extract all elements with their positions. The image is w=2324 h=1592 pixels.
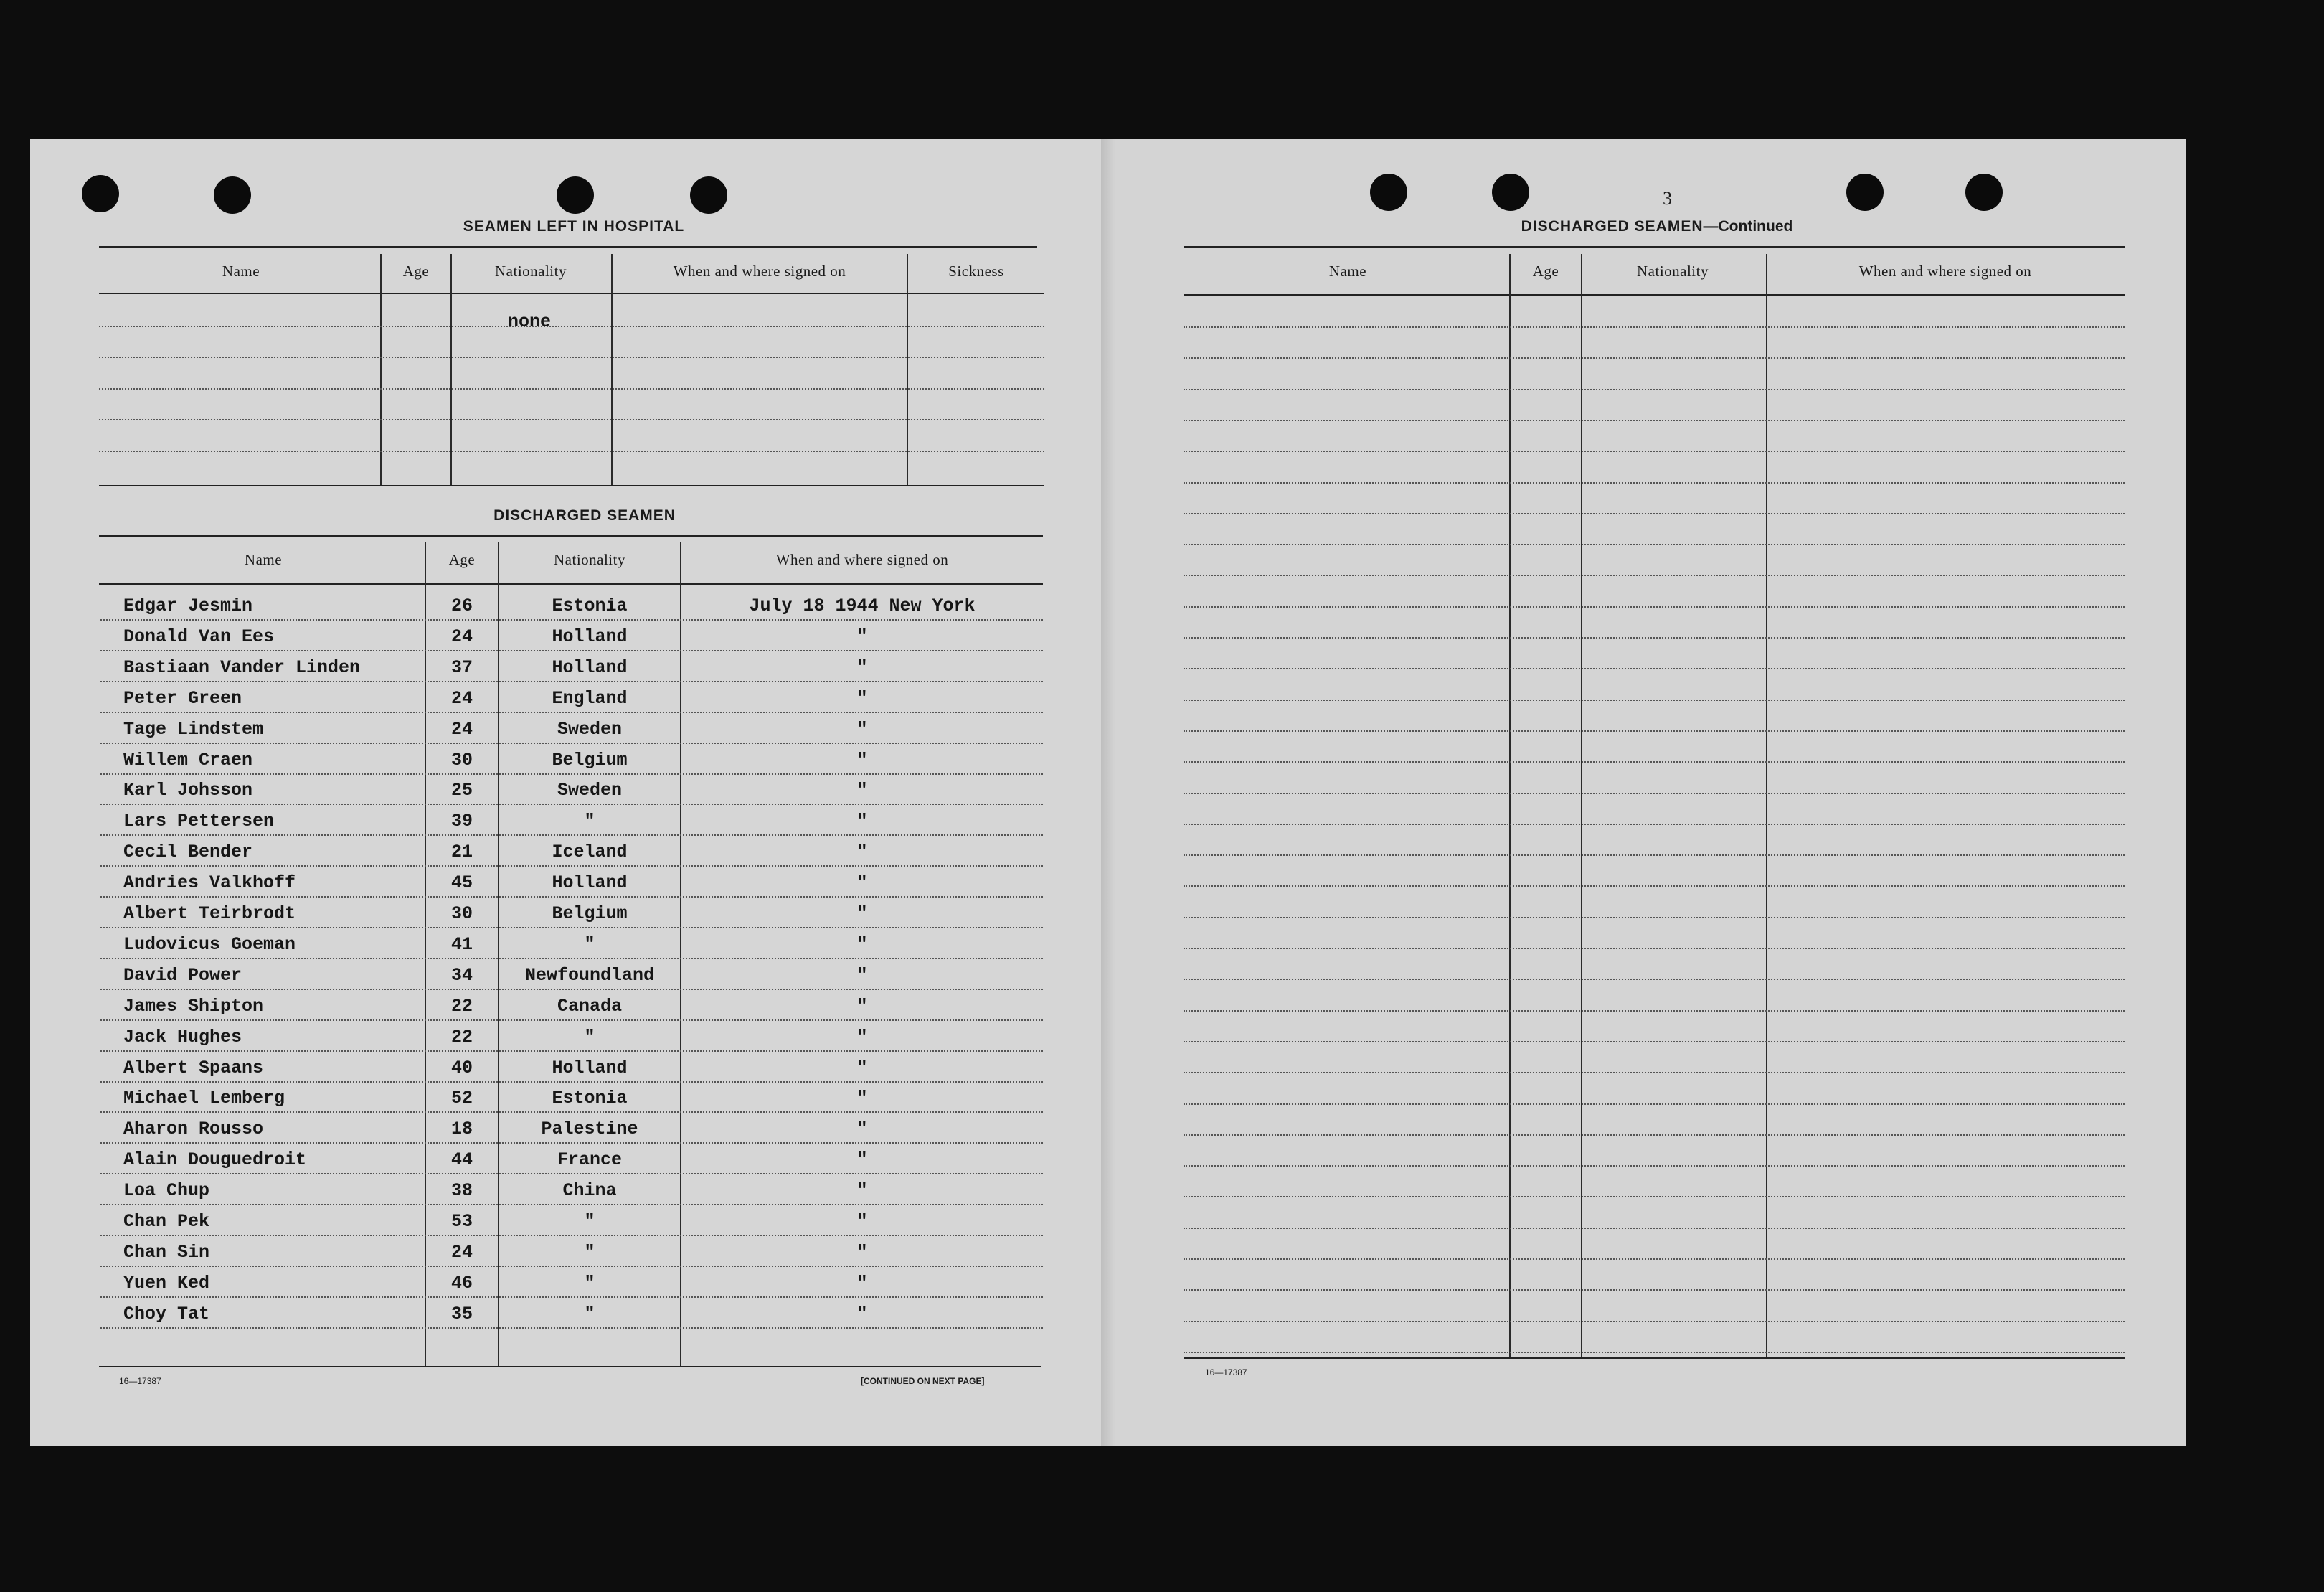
seaman-name: Edgar Jesmin: [123, 595, 253, 616]
seaman-name: Albert Teirbrodt: [123, 903, 296, 924]
seaman-signed-on: ": [856, 934, 868, 955]
right-bottom-rule: [1184, 1357, 2125, 1359]
seaman-signed-on: ": [856, 626, 868, 647]
seaman-age: 40: [450, 1058, 473, 1078]
hospital-title: SEAMEN LEFT IN HOSPITAL: [463, 218, 685, 235]
discharged-col-divider: [680, 542, 681, 1366]
right-header-name: Name: [1328, 263, 1367, 280]
blank-row-line: [1184, 389, 2125, 390]
seaman-name: Cecil Bender: [123, 842, 253, 862]
right-title-continued: —Continued: [1703, 218, 1793, 235]
row-line: [100, 1081, 1043, 1083]
seaman-signed-on: ": [856, 965, 868, 986]
seaman-age: 35: [450, 1304, 473, 1324]
seaman-name: Donald Van Ees: [123, 626, 275, 647]
blank-row-line: [1184, 1072, 2125, 1073]
blank-row-line: [1184, 979, 2125, 980]
seaman-age: 44: [450, 1149, 473, 1170]
right-form-number: 16—17387: [1205, 1367, 1247, 1377]
hospital-row-line: [99, 326, 1044, 327]
blank-row-line: [1184, 1134, 2125, 1136]
blank-row-line: [1184, 544, 2125, 545]
discharged-col-divider: [498, 542, 499, 1366]
seaman-nationality: Sweden: [557, 719, 622, 740]
blank-row-line: [1184, 824, 2125, 825]
right-top-rule: [1184, 246, 2125, 248]
punch-hole: [82, 175, 119, 212]
seaman-name: Yuen Ked: [123, 1273, 210, 1294]
seaman-signed-on: ": [856, 1304, 868, 1324]
seaman-nationality: ": [584, 934, 595, 955]
blank-row-line: [1184, 761, 2125, 763]
row-line: [100, 1327, 1043, 1329]
blank-row-line: [1184, 1352, 2125, 1353]
right-header-age: Age: [1532, 263, 1559, 280]
blank-row-line: [1184, 885, 2125, 887]
right-title: [1492, 218, 1822, 235]
seaman-age: 21: [450, 842, 473, 862]
row-line: [100, 927, 1043, 928]
seaman-name: Lars Pettersen: [123, 811, 275, 832]
seaman-name: Jack Hughes: [123, 1027, 242, 1047]
row-line: [100, 865, 1043, 867]
seaman-name: David Power: [123, 965, 242, 986]
blank-row-line: [1184, 1041, 2125, 1042]
page-number: 3: [1663, 188, 1672, 209]
blank-row-line: [1184, 1228, 2125, 1229]
seaman-nationality: Holland: [552, 1058, 628, 1078]
discharged-header-age: Age: [448, 551, 476, 568]
seaman-signed-on: ": [856, 1180, 868, 1201]
seaman-age: 37: [450, 657, 473, 678]
punch-hole: [1370, 174, 1407, 211]
discharged-header-name: Name: [244, 551, 283, 568]
seaman-age: 30: [450, 903, 473, 924]
blank-row-line: [1184, 606, 2125, 608]
blank-row-line: [1184, 1010, 2125, 1012]
row-line: [100, 712, 1043, 713]
row-line: [100, 1111, 1043, 1113]
seaman-name: Alain Douguedroit: [123, 1149, 307, 1170]
punch-hole: [1965, 174, 2003, 211]
seaman-nationality: Sweden: [557, 780, 622, 801]
hospital-row-line: [99, 357, 1044, 358]
hospital-header-rule: [99, 293, 1044, 294]
seaman-age: 30: [450, 750, 473, 771]
hospital-row-line: [99, 419, 1044, 420]
seaman-nationality: China: [562, 1180, 617, 1201]
hospital-top-rule: [99, 246, 1037, 248]
seaman-age: 53: [450, 1211, 473, 1232]
seaman-name: Albert Spaans: [123, 1058, 264, 1078]
seaman-nationality: Palestine: [541, 1118, 638, 1139]
blank-row-line: [1184, 575, 2125, 576]
seaman-nationality: Estonia: [552, 1088, 628, 1108]
hospital-header-nationality: Nationality: [495, 263, 567, 280]
row-line: [100, 1173, 1043, 1174]
seaman-age: 24: [450, 719, 473, 740]
seaman-signed-on: ": [856, 750, 868, 771]
seaman-nationality: England: [552, 688, 628, 709]
seaman-nationality: Holland: [552, 872, 628, 893]
seaman-signed-on: ": [856, 688, 868, 709]
row-line: [100, 1204, 1043, 1205]
seaman-nationality: Holland: [552, 626, 628, 647]
hospital-header-age: Age: [402, 263, 430, 280]
seaman-name: James Shipton: [123, 996, 264, 1017]
seaman-name: Aharon Rousso: [123, 1118, 264, 1139]
blank-row-line: [1184, 1103, 2125, 1105]
row-line: [100, 773, 1043, 775]
seaman-signed-on: ": [856, 1027, 868, 1047]
seaman-nationality: Belgium: [552, 750, 628, 771]
right-header-nationality: Nationality: [1637, 263, 1709, 280]
seaman-name: Willem Craen: [123, 750, 253, 771]
seaman-age: 52: [450, 1088, 473, 1108]
row-line: [100, 1235, 1043, 1236]
seaman-nationality: Newfoundland: [524, 965, 655, 986]
seaman-age: 39: [450, 811, 473, 832]
discharged-header-rule: [99, 583, 1043, 585]
seaman-nationality: ": [584, 811, 595, 832]
seaman-name: Loa Chup: [123, 1180, 210, 1201]
seaman-age: 24: [450, 626, 473, 647]
seaman-nationality: France: [557, 1149, 622, 1170]
hospital-row-line: [99, 451, 1044, 452]
blank-row-line: [1184, 1289, 2125, 1291]
seaman-name: Michael Lemberg: [123, 1088, 285, 1108]
seaman-nationality: ": [584, 1211, 595, 1232]
blank-row-line: [1184, 668, 2125, 669]
seaman-name: Choy Tat: [123, 1304, 210, 1324]
seaman-nationality: Holland: [552, 657, 628, 678]
seaman-age: 22: [450, 1027, 473, 1047]
seaman-signed-on: ": [856, 903, 868, 924]
blank-row-line: [1184, 700, 2125, 701]
blank-row-line: [1184, 1196, 2125, 1197]
row-line: [100, 1266, 1043, 1267]
blank-row-line: [1184, 793, 2125, 794]
seaman-nationality: Canada: [557, 996, 622, 1017]
row-line: [100, 1019, 1043, 1021]
seaman-signed-on: ": [856, 842, 868, 862]
row-line: [100, 804, 1043, 805]
seaman-signed-on: July 18 1944 New York: [749, 595, 976, 616]
blank-row-line: [1184, 357, 2125, 359]
hospital-header-name: Name: [222, 263, 260, 280]
seaman-age: 26: [450, 595, 473, 616]
seaman-signed-on: ": [856, 872, 868, 893]
seaman-signed-on: ": [856, 657, 868, 678]
seaman-age: 22: [450, 996, 473, 1017]
discharged-top-rule: [99, 535, 1043, 537]
seaman-name: Bastiaan Vander Linden: [123, 657, 361, 678]
row-line: [100, 681, 1043, 682]
seaman-name: Tage Lindstem: [123, 719, 264, 740]
seaman-nationality: Estonia: [552, 595, 628, 616]
seaman-signed-on: ": [856, 1118, 868, 1139]
seaman-signed-on: ": [856, 1242, 868, 1263]
row-line: [100, 1296, 1043, 1298]
blank-row-line: [1184, 730, 2125, 732]
seaman-signed-on: ": [856, 996, 868, 1017]
blank-row-line: [1184, 637, 2125, 639]
seaman-age: 18: [450, 1118, 473, 1139]
seaman-nationality: ": [584, 1027, 595, 1047]
discharged-bottom-rule: [99, 1366, 1041, 1367]
seaman-age: 46: [450, 1273, 473, 1294]
punch-hole: [690, 176, 727, 214]
seaman-signed-on: ": [856, 780, 868, 801]
seaman-nationality: ": [584, 1273, 595, 1294]
seaman-age: 38: [450, 1180, 473, 1201]
seaman-nationality: Iceland: [552, 842, 628, 862]
seaman-nationality: ": [584, 1304, 595, 1324]
blank-row-line: [1184, 948, 2125, 949]
seaman-signed-on: ": [856, 1149, 868, 1170]
row-line: [100, 958, 1043, 959]
blank-row-line: [1184, 326, 2125, 328]
hospital-none-entry: none: [508, 311, 552, 332]
punch-hole: [557, 176, 594, 214]
punch-hole: [214, 176, 251, 214]
seaman-nationality: ": [584, 1242, 595, 1263]
seaman-signed-on: ": [856, 719, 868, 740]
row-line: [100, 650, 1043, 651]
row-line: [100, 896, 1043, 898]
seaman-signed-on: ": [856, 811, 868, 832]
blank-row-line: [1184, 1321, 2125, 1322]
seaman-age: 24: [450, 1242, 473, 1263]
seaman-name: Andries Valkhoff: [123, 872, 296, 893]
hospital-header-sickness: Sickness: [948, 263, 1004, 280]
seaman-name: Ludovicus Goeman: [123, 934, 296, 955]
seaman-age: 25: [450, 780, 473, 801]
blank-row-line: [1184, 917, 2125, 918]
punch-hole: [1846, 174, 1884, 211]
discharged-header-signed: When and where signed on: [775, 551, 949, 568]
discharged-title: DISCHARGED SEAMEN: [493, 507, 676, 524]
seaman-age: 41: [450, 934, 473, 955]
row-line: [100, 989, 1043, 990]
seaman-name: Karl Johsson: [123, 780, 253, 801]
seaman-age: 45: [450, 872, 473, 893]
row-line: [100, 1050, 1043, 1052]
seaman-signed-on: ": [856, 1088, 868, 1108]
right-title-main: DISCHARGED SEAMEN: [1521, 218, 1704, 235]
left-form-number: 16—17387: [119, 1376, 161, 1386]
row-line: [100, 834, 1043, 836]
seaman-nationality: Belgium: [552, 903, 628, 924]
seaman-age: 24: [450, 688, 473, 709]
seaman-signed-on: ": [856, 1058, 868, 1078]
right-header-signed: When and where signed on: [1858, 263, 2032, 280]
continued-note: [CONTINUED ON NEXT PAGE]: [861, 1376, 985, 1386]
seaman-age: 34: [450, 965, 473, 986]
row-line: [100, 1142, 1043, 1144]
punch-hole: [1492, 174, 1529, 211]
hospital-header-signed: When and where signed on: [673, 263, 846, 280]
discharged-col-divider: [425, 542, 426, 1366]
hospital-bottom-rule: [99, 485, 1044, 486]
blank-row-line: [1184, 1165, 2125, 1167]
blank-row-line: [1184, 513, 2125, 514]
blank-row-line: [1184, 854, 2125, 856]
blank-row-line: [1184, 451, 2125, 452]
blank-row-line: [1184, 1258, 2125, 1260]
row-line: [100, 619, 1043, 621]
blank-row-line: [1184, 420, 2125, 421]
seaman-signed-on: ": [856, 1273, 868, 1294]
blank-row-line: [1184, 482, 2125, 484]
row-line: [100, 743, 1043, 744]
seaman-name: Chan Pek: [123, 1211, 210, 1232]
seaman-signed-on: ": [856, 1211, 868, 1232]
discharged-header-nationality: Nationality: [554, 551, 625, 568]
seaman-name: Chan Sin: [123, 1242, 210, 1263]
hospital-row-line: [99, 388, 1044, 390]
right-header-rule: [1184, 294, 2125, 296]
page-gutter: [1101, 139, 1115, 1446]
seaman-name: Peter Green: [123, 688, 242, 709]
